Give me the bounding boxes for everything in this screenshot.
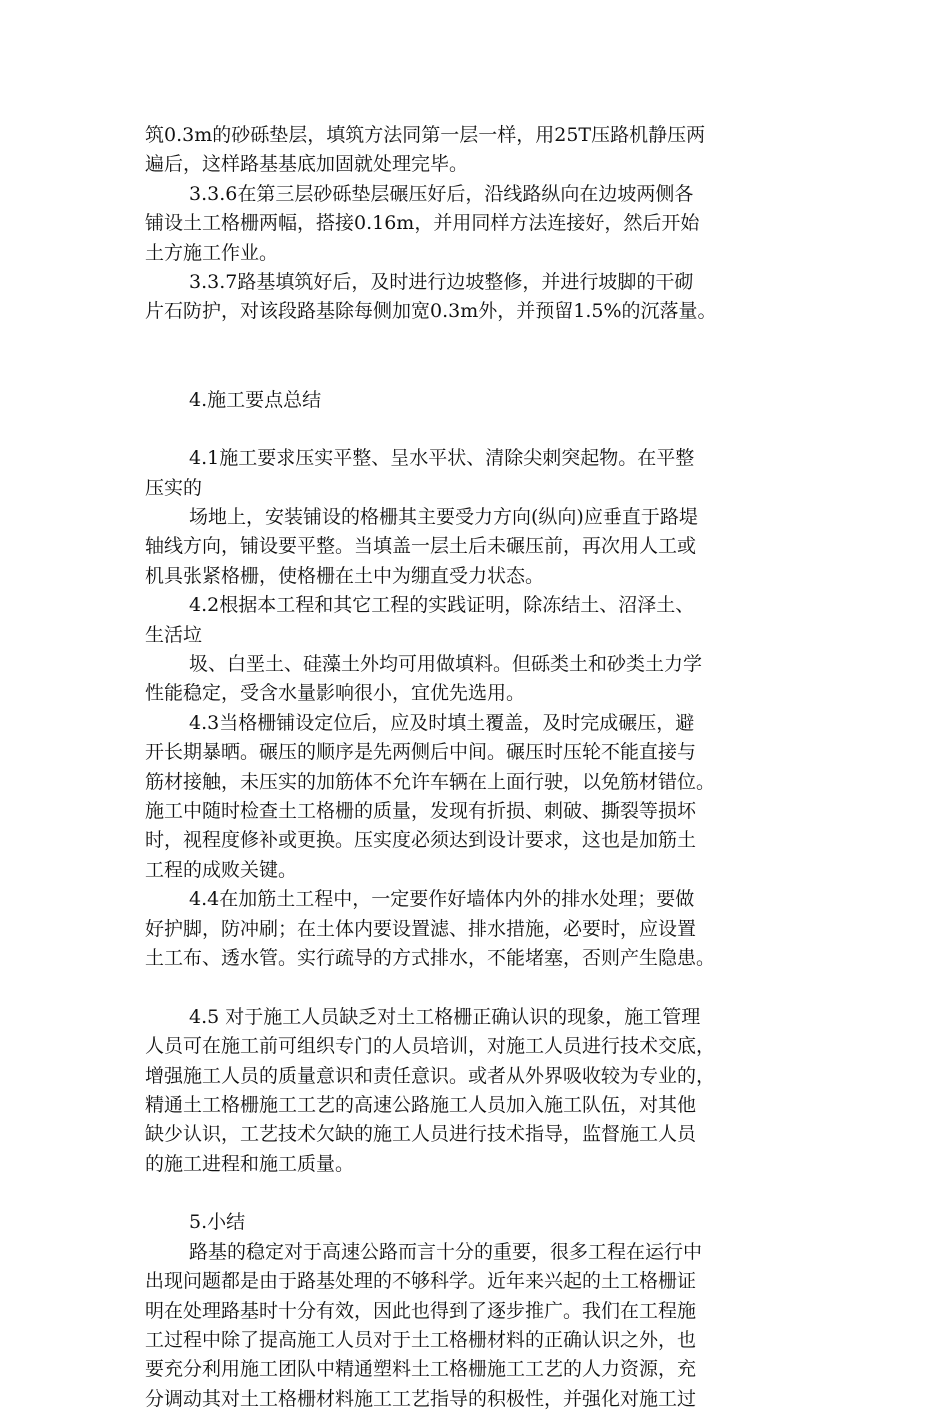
paragraph-3-3-6 — [145, 180, 815, 268]
text-line: 工程的成败关键。 — [145, 858, 298, 881]
text-line: 要充分利用施工团队中精通塑料土工格栅施工工艺的人力资源，充 — [145, 1358, 697, 1381]
text-line: 施工中随时检查土工格栅的质量，发现有折损、刺破、撕裂等损坏 — [145, 800, 697, 822]
text-line: 4.1施工要求压实平整、呈水平状、清除尖刺突起物。在平整 — [189, 447, 695, 470]
section-heading-5: 5.小结 — [189, 1211, 246, 1234]
text-line: 压实的 — [145, 476, 203, 499]
text-line: 路基的稳定对于高速公路而言十分的重要，很多工程在运行中 — [189, 1240, 703, 1263]
text-line: 遍后，这样路基基底加固就处理完毕。 — [145, 153, 469, 176]
text-line: 4.3当格栅铺设定位后，应及时填土覆盖，及时完成碾压，避 — [189, 711, 695, 734]
text-line: 开长期暴晒。碾压的顺序是先两侧后中间。碾压时压轮不能直接与 — [145, 741, 697, 764]
paragraph-3-3-7 — [145, 268, 815, 327]
document-page — [145, 121, 815, 1414]
text-line: 3.3.7路基填筑好后，及时进行边坡整修，并进行坡脚的干砌 — [189, 270, 694, 293]
paragraph-4-3 — [145, 709, 815, 885]
text-line: 人员可在施工前可组织专门的人员培训，对施工人员进行技术交底， — [145, 1035, 716, 1058]
text-line: 场地上，安装铺设的格栅其主要受力方向(纵向)应垂直于路堤 — [189, 506, 698, 529]
text-line: 工过程中除了提高施工人员对于土工格栅材料的正确认识之外，也 — [145, 1329, 697, 1352]
text-line: 4.2根据本工程和其它工程的实践证明，除冻结土、沼泽土、 — [189, 594, 695, 617]
text-line: 生活垃 — [145, 623, 203, 646]
paragraph-continuation — [145, 121, 815, 180]
text-line: 筑0.3m的砂砾垫层，填筑方法同第一层一样，用25T压路机静压两 — [145, 124, 706, 146]
text-line: 增强施工人员的质量意识和责任意识。或者从外界吸收较为专业的， — [145, 1064, 716, 1087]
text-line: 土方施工作业。 — [145, 241, 279, 264]
text-line: 4.5 对于施工人员缺乏对土工格栅正确认识的现象，施工管理 — [189, 1005, 701, 1028]
text-line: 时，视程度修补或更换。压实度必须达到设计要求，这也是加筋土 — [145, 829, 697, 852]
text-line: 分调动其对土工格栅材料施工工艺指导的积极性，并强化对施工过 — [145, 1387, 697, 1410]
paragraph-4-5 — [145, 1003, 815, 1179]
section-heading-4: 4.施工要点总结 — [189, 388, 322, 411]
text-line: 铺设土工格栅两幅，搭接0.16m，并用同样方法连接好，然后开始 — [145, 212, 700, 235]
text-line: 土工布、透水管。实行疏导的方式排水，不能堵塞，否则产生隐患。 — [145, 946, 716, 969]
text-line: 轴线方向，铺设要平整。当填盖一层土后未碾压前，再次用人工或 — [145, 535, 697, 558]
text-line: 的施工进程和施工质量。 — [145, 1152, 355, 1175]
text-line: 性能稳定，受含水量影响很小，宜优先选用。 — [145, 682, 526, 705]
paragraph-4-1 — [145, 444, 815, 591]
text-line: 明在处理路基时十分有效，因此也得到了逐步推广。我们在工程施 — [145, 1299, 697, 1322]
text-line: 机具张紧格栅，使格栅在土中为绷直受力状态。 — [145, 564, 545, 587]
text-line: 圾、白垩土、硅藻土外均可用做填料。但砾类土和砂类土力学 — [189, 653, 703, 676]
text-line: 片石防护，对该段路基除每侧加宽0.3m外，并预留1.5%的沉落量。 — [145, 300, 717, 323]
text-line: 缺少认识，工艺技术欠缺的施工人员进行技术指导，监督施工人员 — [145, 1123, 697, 1146]
paragraph-5 — [145, 1238, 815, 1414]
text-line: 筋材接触，未压实的加筋体不允许车辆在上面行驶，以免筋材错位。 — [145, 770, 716, 793]
paragraph-4-4 — [145, 885, 815, 973]
text-line: 精通土工格栅施工工艺的高速公路施工人员加入施工队伍，对其他 — [145, 1093, 697, 1116]
text-line: 出现问题都是由于路基处理的不够科学。近年来兴起的土工格栅证 — [145, 1270, 697, 1293]
text-line: 3.3.6在第三层砂砾垫层碾压好后，沿线路纵向在边坡两侧各 — [189, 182, 694, 205]
text-line: 4.4在加筋土工程中，一定要作好墙体内外的排水处理；要做 — [189, 888, 695, 911]
paragraph-4-2 — [145, 591, 815, 709]
text-line: 好护脚，防冲刷；在土体内要设置滤、排水措施，必要时，应设置 — [145, 917, 697, 940]
